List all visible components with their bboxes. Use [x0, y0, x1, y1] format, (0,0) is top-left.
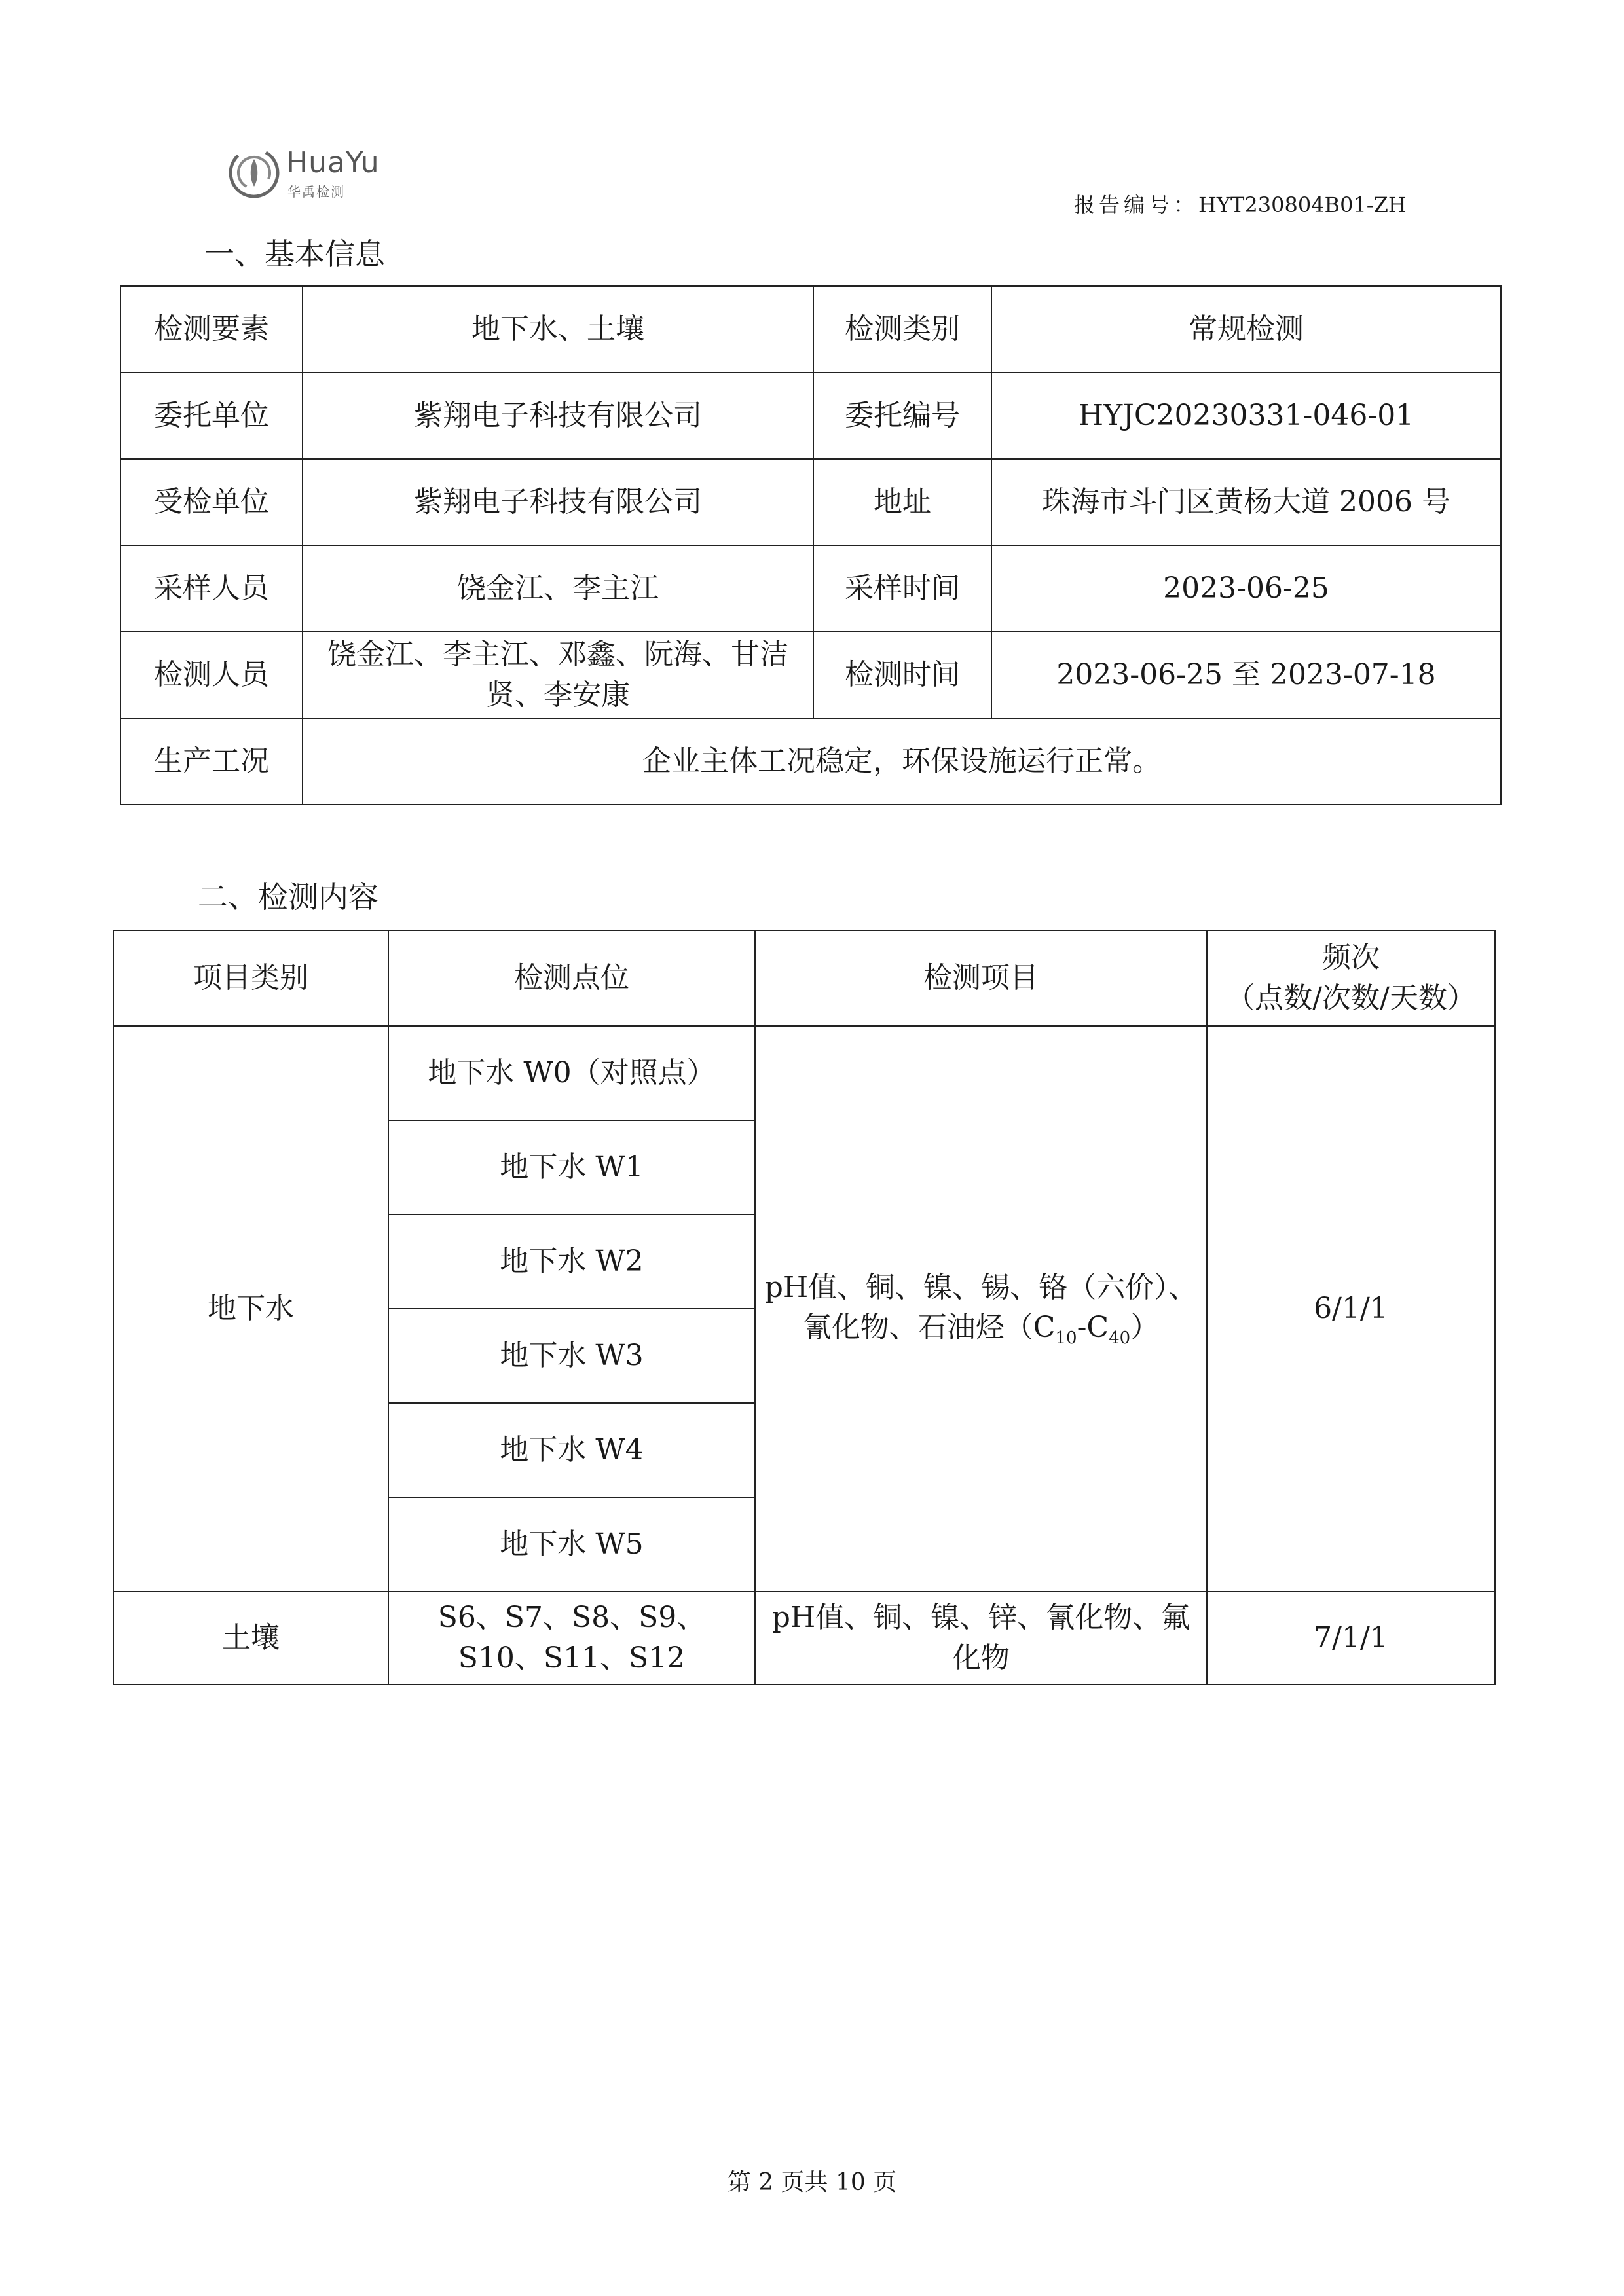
category-cell: 土壤: [113, 1592, 388, 1685]
report-number-value: HYT230804B01-ZH: [1198, 192, 1407, 217]
value-cell: 地下水、土壤: [303, 286, 813, 373]
value-cell: 珠海市斗门区黄杨大道 2006 号: [991, 459, 1501, 545]
category-cell: 地下水: [113, 1026, 388, 1592]
value-cell: 饶金江、李主江: [303, 545, 813, 632]
value-cell: HYJC20230331-046-01: [991, 373, 1501, 459]
page-number-footer: 第 2 页共 10 页: [727, 2169, 897, 2196]
value-cell: 常规检测: [991, 286, 1501, 373]
label-cell: 生产工况: [120, 718, 303, 805]
site-cell: 地下水 W4: [388, 1403, 755, 1497]
table-header-row: [113, 930, 1495, 1026]
logo-brand-text: HuaYu: [286, 146, 380, 179]
site-cell: 地下水 W0（对照点）: [388, 1026, 755, 1120]
value-cell: 紫翔电子科技有限公司: [303, 459, 813, 545]
site-cell: 地下水 W5: [388, 1497, 755, 1592]
label-cell: 委托单位: [120, 373, 303, 459]
table-row: [120, 286, 1501, 373]
header-cell: [1207, 930, 1495, 1026]
logo-chinese-text: 华禹检测: [287, 184, 345, 200]
items-line: pH值、铜、镍、锡、铬（六价）、: [764, 1270, 1198, 1304]
header-cell: 项目类别: [113, 930, 388, 1026]
site-cell: 地下水 W2: [388, 1214, 755, 1309]
report-number: [1074, 189, 1407, 219]
section-basic-info-title: 一、基本信息: [204, 236, 385, 272]
header-cell: 检测项目: [755, 930, 1207, 1026]
items-text: -C: [1077, 1311, 1109, 1345]
items-text: ）: [1130, 1311, 1160, 1345]
header-cell: 检测点位: [388, 930, 755, 1026]
label-cell: 检测要素: [120, 286, 303, 373]
value-cell: 紫翔电子科技有限公司: [303, 373, 813, 459]
label-cell: 受检单位: [120, 459, 303, 545]
label-cell: 采样时间: [813, 545, 991, 632]
site-cell: 地下水 W3: [388, 1309, 755, 1403]
header-freq-line2: （点数/次数/天数）: [1226, 981, 1476, 1015]
table-row: [113, 1026, 1495, 1120]
items-cell: pH值、铜、镍、锌、氰化物、氟化物: [755, 1592, 1207, 1685]
label-cell: 检测时间: [813, 632, 991, 718]
label-cell: 检测类别: [813, 286, 991, 373]
test-content-table: [113, 930, 1496, 1685]
label-cell: 委托编号: [813, 373, 991, 459]
items-cell: [755, 1026, 1207, 1592]
items-text: 氰化物、石油烃（C: [802, 1311, 1056, 1345]
label-cell: 地址: [813, 459, 991, 545]
basic-info-table: [120, 285, 1502, 805]
site-cell: S6、S7、S8、S9、S10、S11、S12: [388, 1592, 755, 1685]
table-row: [120, 459, 1501, 545]
report-number-label: 报告编号：: [1074, 192, 1199, 217]
table-row: [113, 1592, 1495, 1685]
value-cell: 2023-06-25 至 2023-07-18: [991, 632, 1501, 718]
table-row: [120, 373, 1501, 459]
value-cell: 企业主体工况稳定，环保设施运行正常。: [303, 718, 1501, 805]
site-cell: 地下水 W1: [388, 1120, 755, 1214]
value-cell: 饶金江、李主江、邓鑫、阮海、甘洁贤、李安康: [303, 632, 813, 718]
label-cell: 采样人员: [120, 545, 303, 632]
table-row: [120, 718, 1501, 805]
items-line: [762, 1307, 1200, 1350]
value-cell: 2023-06-25: [991, 545, 1501, 632]
table-row: [120, 545, 1501, 632]
table-row: [120, 632, 1501, 718]
label-cell: 检测人员: [120, 632, 303, 718]
company-logo: [226, 141, 396, 206]
subscript: 40: [1109, 1328, 1131, 1348]
frequency-cell: 7/1/1: [1207, 1592, 1495, 1685]
section-test-content-title: 二、检测内容: [198, 879, 378, 915]
subscript: 10: [1055, 1328, 1077, 1348]
header-freq-line1: 频次: [1322, 941, 1380, 975]
frequency-cell: 6/1/1: [1207, 1026, 1495, 1592]
huayu-logo-icon: [226, 145, 282, 201]
